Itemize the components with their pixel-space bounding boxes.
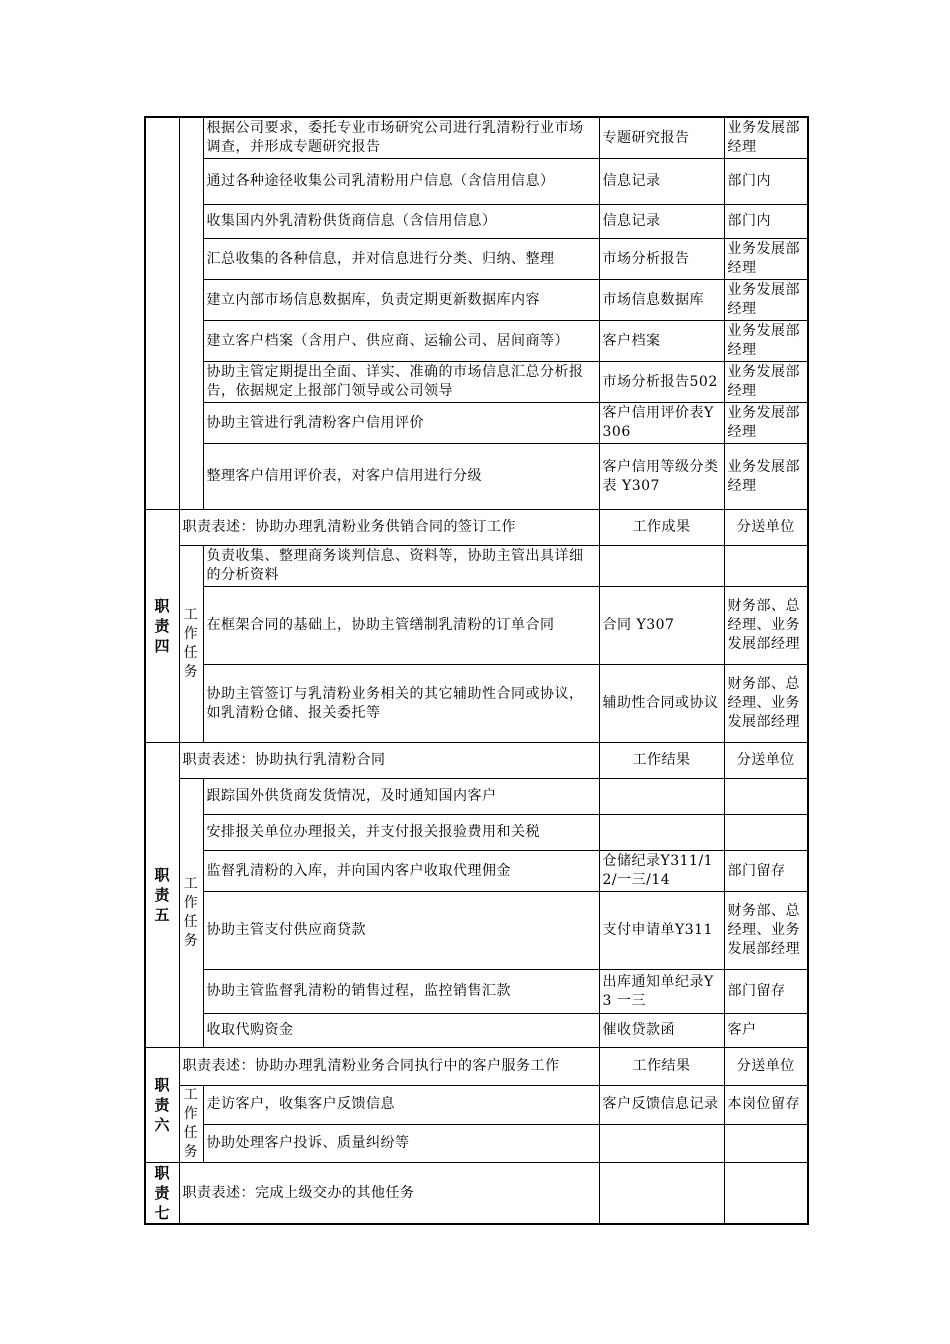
table-row — [145, 1014, 808, 1048]
duty-statement: 职责表述：协助办理乳清粉业务合同执行中的客户服务工作 — [179, 1048, 599, 1086]
responsibility-table — [144, 116, 809, 1225]
column-header-result: 工作结果 — [599, 743, 724, 779]
unit-cell: 财务部、总经理、业务发展部经理 — [724, 665, 808, 743]
result-cell — [599, 546, 724, 587]
unit-cell: 业务发展部经理 — [724, 444, 808, 510]
duty-label: 职 责 五 — [145, 743, 179, 1048]
unit-cell: 部门内 — [724, 205, 808, 239]
table-row — [145, 970, 808, 1014]
task-cell: 协助主管签订与乳清粉业务相关的其它辅助性合同或协议，如乳清粉仓储、报关委托等 — [203, 665, 599, 743]
unit-cell: 业务发展部经理 — [724, 321, 808, 362]
unit-cell — [724, 779, 808, 815]
unit-cell — [724, 546, 808, 587]
duty-header-row — [145, 743, 808, 779]
task-cell: 在框架合同的基础上，协助主管缮制乳清粉的订单合同 — [203, 587, 599, 665]
duty-header-row — [145, 510, 808, 546]
result-cell: 催收贷款函 — [599, 1014, 724, 1048]
result-cell: 客户信用评价表Y306 — [599, 403, 724, 444]
table-row — [145, 403, 808, 444]
unit-cell: 业务发展部经理 — [724, 362, 808, 403]
column-header-result: 工作成果 — [599, 510, 724, 546]
table-row — [145, 444, 808, 510]
task-label: 工 作 任 务 — [179, 546, 203, 743]
task-cell: 收集国内外乳清粉供货商信息（含信用信息） — [203, 205, 599, 239]
task-cell: 走访客户，收集客户反馈信息 — [203, 1086, 599, 1125]
column-header-unit: 分送单位 — [724, 510, 808, 546]
table-row — [145, 117, 808, 159]
result-cell: 信息记录 — [599, 159, 724, 205]
task-cell: 收取代购资金 — [203, 1014, 599, 1048]
result-cell: 市场信息数据库 — [599, 280, 724, 321]
task-cell: 协助主管定期提出全面、详实、准确的市场信息汇总分析报告，依据规定上报部门领导或公司领导 — [203, 362, 599, 403]
result-cell: 合同 Y307 — [599, 587, 724, 665]
task-cell: 根据公司要求，委托专业市场研究公司进行乳清粉行业市场调查，并形成专题研究报告 — [203, 117, 599, 159]
result-cell: 客户反馈信息记录 — [599, 1086, 724, 1125]
unit-cell: 部门留存 — [724, 970, 808, 1014]
table-row — [145, 851, 808, 892]
unit-cell — [724, 815, 808, 851]
table-row — [145, 815, 808, 851]
unit-cell — [724, 1124, 808, 1163]
result-cell: 专题研究报告 — [599, 117, 724, 159]
table-row — [145, 239, 808, 280]
task-cell: 安排报关单位办理报关，并支付报关报验费用和关税 — [203, 815, 599, 851]
result-cell: 支付申请单Y311 — [599, 892, 724, 970]
result-cell — [599, 779, 724, 815]
duty-statement: 职责表述：协助办理乳清粉业务供销合同的签订工作 — [179, 510, 599, 546]
table-row — [145, 205, 808, 239]
duty-statement: 职责表述：协助执行乳清粉合同 — [179, 743, 599, 779]
result-cell: 客户信用等级分类表 Y307 — [599, 444, 724, 510]
result-cell — [599, 1124, 724, 1163]
task-cell: 整理客户信用评价表，对客户信用进行分级 — [203, 444, 599, 510]
duty-label-cell — [145, 117, 179, 510]
result-cell: 出库通知单纪录Y3 一三 — [599, 970, 724, 1014]
duty-label: 职 责 六 — [145, 1048, 179, 1163]
result-cell: 辅助性合同或协议 — [599, 665, 724, 743]
unit-cell: 部门留存 — [724, 851, 808, 892]
column-header-unit: 分送单位 — [724, 1048, 808, 1086]
unit-cell: 财务部、总经理、业务发展部经理 — [724, 892, 808, 970]
column-header-unit: 分送单位 — [724, 743, 808, 779]
table-row — [145, 280, 808, 321]
result-cell: 客户档案 — [599, 321, 724, 362]
task-cell: 建立客户档案（含用户、供应商、运输公司、居间商等） — [203, 321, 599, 362]
duty-label: 职 责 七 — [145, 1163, 179, 1225]
result-cell: 仓储纪录Y311/12/一三/14 — [599, 851, 724, 892]
column-header-result: 工作结果 — [599, 1048, 724, 1086]
task-cell: 通过各种途径收集公司乳清粉用户信息（含信用信息） — [203, 159, 599, 205]
table-row — [145, 779, 808, 815]
task-label: 工 作 任 务 — [179, 1086, 203, 1163]
task-label: 工 作 任 务 — [179, 779, 203, 1048]
table-row — [145, 892, 808, 970]
unit-cell: 业务发展部经理 — [724, 239, 808, 280]
duty-header-row — [145, 1048, 808, 1086]
unit-cell: 客户 — [724, 1014, 808, 1048]
table-row — [145, 587, 808, 665]
task-label-cell — [179, 117, 203, 510]
table-row — [145, 665, 808, 743]
unit-cell: 业务发展部经理 — [724, 117, 808, 159]
task-cell: 负责收集、整理商务谈判信息、资料等，协助主管出具详细的分析资料 — [203, 546, 599, 587]
result-cell — [599, 815, 724, 851]
task-cell: 监督乳清粉的入库，并向国内客户收取代理佣金 — [203, 851, 599, 892]
result-cell: 市场分析报告 — [599, 239, 724, 280]
task-cell: 协助主管进行乳清粉客户信用评价 — [203, 403, 599, 444]
unit-cell: 部门内 — [724, 159, 808, 205]
task-cell: 汇总收集的各种信息，并对信息进行分类、归纳、整理 — [203, 239, 599, 280]
task-cell: 协助处理客户投诉、质量纠纷等 — [203, 1124, 599, 1163]
table-row — [145, 1124, 808, 1163]
table-row — [145, 321, 808, 362]
unit-cell — [724, 1163, 808, 1225]
result-cell: 市场分析报告502 — [599, 362, 724, 403]
task-cell: 跟踪国外供货商发货情况，及时通知国内客户 — [203, 779, 599, 815]
table-row — [145, 362, 808, 403]
unit-cell: 财务部、总经理、业务发展部经理 — [724, 587, 808, 665]
result-cell: 信息记录 — [599, 205, 724, 239]
result-cell — [599, 1163, 724, 1225]
task-cell: 协助主管支付供应商贷款 — [203, 892, 599, 970]
table-row — [145, 1086, 808, 1125]
duty-label: 职 责 四 — [145, 510, 179, 743]
unit-cell: 业务发展部经理 — [724, 280, 808, 321]
task-cell: 协助主管监督乳清粉的销售过程，监控销售汇款 — [203, 970, 599, 1014]
unit-cell: 业务发展部经理 — [724, 403, 808, 444]
duty-header-row — [145, 1163, 808, 1225]
duty-statement: 职责表述：完成上级交办的其他任务 — [179, 1163, 599, 1225]
table-row — [145, 546, 808, 587]
task-cell: 建立内部市场信息数据库，负责定期更新数据库内容 — [203, 280, 599, 321]
unit-cell: 本岗位留存 — [724, 1086, 808, 1125]
table-row — [145, 159, 808, 205]
